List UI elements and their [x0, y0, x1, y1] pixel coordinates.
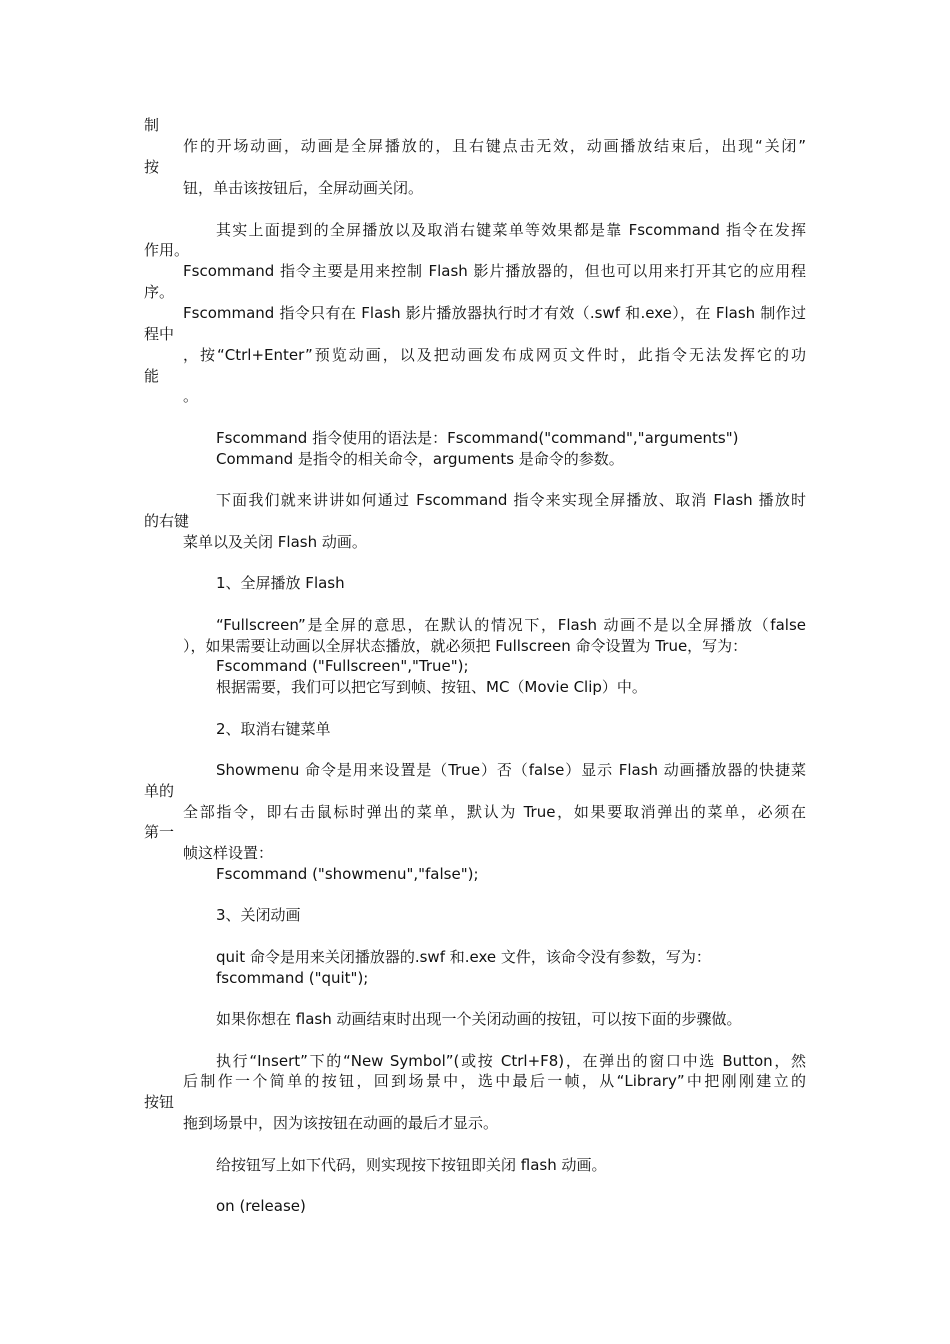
section-heading: 3、关闭动画: [216, 906, 301, 924]
text-line: Fscommand 指令主要是用来控制 Flash 影片播放器的，但也可以用来打开其它的应用程: [183, 262, 806, 280]
text-line: 全部指令，即右击鼠标时弹出的菜单，默认为 True，如果要取消弹出的菜单，必须在: [183, 803, 806, 821]
text-line: Showmenu 命令是用来设置是（True）否（false）显示 Flash 动画播放器的快捷菜: [216, 761, 806, 779]
text-line: 作的开场动画，动画是全屏播放的，且右键点击无效，动画播放结束后，出现“关闭”: [183, 137, 806, 155]
text-line: 其实上面提到的全屏播放以及取消右键菜单等效果都是靠 Fscommand 指令在发挥: [216, 221, 806, 239]
text-line: 序。: [144, 283, 175, 301]
text-line: 拖到场景中，因为该按钮在动画的最后才显示。: [183, 1114, 499, 1132]
text-line: 按: [144, 158, 160, 176]
text-line: 菜单以及关闭 Flash 动画。: [183, 533, 367, 551]
text-line: Command 是指令的相关命令，arguments 是命令的参数。: [216, 450, 624, 468]
section-heading: 2、取消右键菜单: [216, 720, 331, 738]
text-line: ），如果需要让动画以全屏状态播放，就必须把 Fullscreen 命令设置为 True，写为：: [183, 637, 748, 655]
text-line: quit 命令是用来关闭播放器的.swf 和.exe 文件，该命令没有参数，写为：: [216, 948, 711, 966]
text-line: 能: [144, 367, 160, 385]
text-line: 钮，单击该按钮后，全屏动画关闭。: [183, 179, 424, 197]
text-line: 下面我们就来讲讲如何通过 Fscommand 指令来实现全屏播放、取消 Flash 播放时: [216, 491, 806, 509]
code-line: on (release): [216, 1197, 306, 1215]
text-line: 给按钮写上如下代码，则实现按下按钮即关闭 flash 动画。: [216, 1156, 607, 1174]
code-line: Fscommand ("Fullscreen","True");: [216, 657, 469, 675]
text-line: 如果你想在 flash 动画结束时出现一个关闭动画的按钮，可以按下面的步骤做。: [216, 1010, 742, 1028]
text-line: 后制作一个简单的按钮，回到场景中，选中最后一帧，从“Library”中把刚刚建立的: [183, 1072, 806, 1090]
text-line: 第一: [144, 823, 175, 841]
text-line: Fscommand 指令使用的语法是：Fscommand("command","arguments"): [216, 429, 739, 447]
text-line: 作用。: [144, 241, 190, 259]
code-line: Fscommand ("showmenu","false");: [216, 865, 479, 883]
text-line: 。: [183, 387, 199, 405]
text-line: 单的: [144, 782, 175, 800]
code-line: fscommand ("quit");: [216, 969, 369, 987]
section-heading: 1、全屏播放 Flash: [216, 574, 345, 592]
text-line: 帧这样设置：: [183, 844, 274, 862]
text-line: 执行“Insert”下的“New Symbol”(或按 Ctrl+F8)，在弹出的窗口中选 Button，然: [216, 1052, 806, 1070]
text-line: 的右键: [144, 512, 190, 530]
text-line: “Fullscreen”是全屏的意思，在默认的情况下，Flash 动画不是以全屏播放（false: [216, 616, 806, 634]
text-line: ，按“Ctrl+Enter”预览动画，以及把动画发布成网页文件时，此指令无法发挥它的功: [183, 346, 806, 364]
text-line: 程中: [144, 325, 175, 343]
text-line: 制: [144, 116, 160, 134]
text-line: 按钮: [144, 1093, 175, 1111]
text-line: 根据需要，我们可以把它写到帧、按钮、MC（Movie Clip）中。: [216, 678, 647, 696]
text-line: Fscommand 指令只有在 Flash 影片播放器执行时才有效（.swf 和.exe），在 Flash 制作过: [183, 304, 806, 322]
